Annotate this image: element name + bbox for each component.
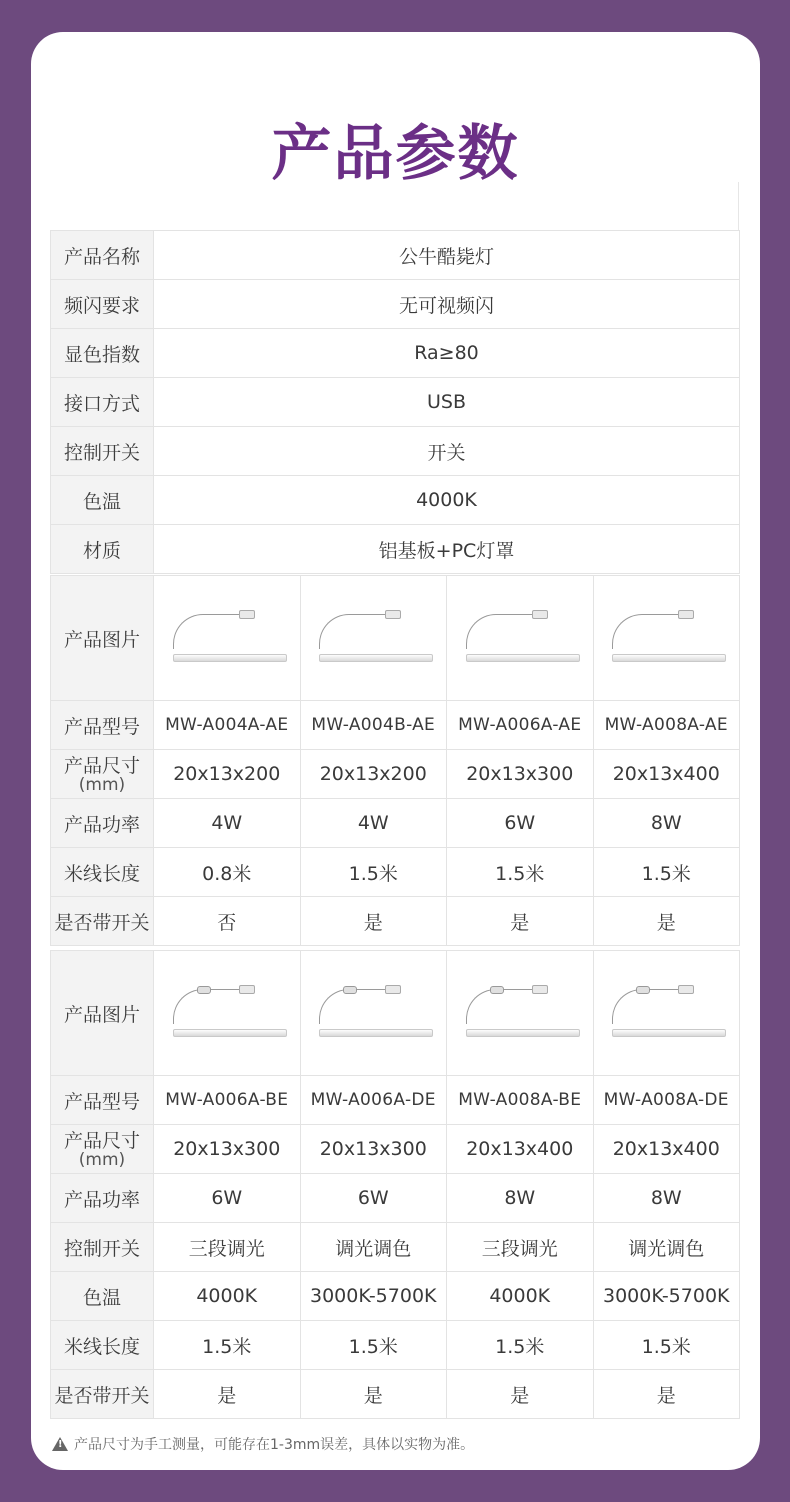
spec-label: 频闪要求 — [51, 280, 154, 329]
row-label: 产品功率 — [51, 1174, 154, 1223]
table-cell: 三段调光 — [447, 1223, 594, 1272]
product-image — [606, 983, 726, 1043]
image-row — [51, 576, 740, 701]
spec-value: 4000K — [154, 476, 740, 525]
table-row — [51, 799, 740, 848]
spec-label: 色温 — [51, 476, 154, 525]
table-row — [51, 701, 740, 750]
image-row-label: 产品图片 — [51, 576, 154, 701]
product-image — [313, 983, 433, 1043]
table-row — [51, 1174, 740, 1223]
spec-value: 公牛酷毙灯 — [154, 231, 740, 280]
table-cell: 4000K — [154, 1272, 301, 1321]
row-label: 产品型号 — [51, 1076, 154, 1125]
table-cell: 3000K-5700K — [300, 1272, 447, 1321]
model-table-1 — [50, 575, 740, 946]
table-cell: 20x13x200 — [154, 750, 301, 799]
product-image — [313, 608, 433, 668]
table-cell: 1.5米 — [447, 848, 594, 897]
spec-value: 铝基板+PC灯罩 — [154, 525, 740, 574]
row-label: 米线长度 — [51, 1321, 154, 1370]
product-image — [167, 608, 287, 668]
spec-value: Ra≥80 — [154, 329, 740, 378]
content-card — [31, 32, 760, 1470]
product-image — [460, 608, 580, 668]
table-cell: 1.5米 — [593, 1321, 740, 1370]
table-cell: 8W — [447, 1174, 594, 1223]
model-table-2 — [50, 950, 740, 1419]
row-label: 是否带开关 — [51, 1370, 154, 1419]
table-cell: 3000K-5700K — [593, 1272, 740, 1321]
table-cell: 是 — [300, 897, 447, 946]
table-row — [51, 1370, 740, 1419]
table-cell: MW-A006A-DE — [300, 1076, 447, 1125]
table-cell: 是 — [447, 1370, 594, 1419]
table-cell: 20x13x400 — [593, 750, 740, 799]
table-cell: 4W — [154, 799, 301, 848]
divider — [738, 182, 739, 230]
table-cell: 20x13x300 — [154, 1125, 301, 1174]
product-image-cell — [154, 951, 301, 1076]
spec-label: 控制开关 — [51, 427, 154, 476]
row-label — [51, 1125, 154, 1174]
spec-label: 显色指数 — [51, 329, 154, 378]
table-cell: MW-A006A-BE — [154, 1076, 301, 1125]
table-cell: 6W — [154, 1174, 301, 1223]
table-cell: 是 — [154, 1370, 301, 1419]
product-image-cell — [300, 576, 447, 701]
table-cell: 是 — [300, 1370, 447, 1419]
spec-row — [51, 280, 740, 329]
table-cell: 1.5米 — [300, 848, 447, 897]
product-image — [460, 983, 580, 1043]
spec-value: 开关 — [154, 427, 740, 476]
image-row-label: 产品图片 — [51, 951, 154, 1076]
row-label-unit: (mm) — [78, 774, 126, 795]
table-cell: 调光调色 — [593, 1223, 740, 1272]
spec-row — [51, 378, 740, 427]
row-label-text: 产品尺寸 — [63, 1129, 140, 1152]
table-cell: MW-A006A-AE — [447, 701, 594, 750]
product-image-cell — [593, 951, 740, 1076]
table-cell: 20x13x200 — [300, 750, 447, 799]
spec-row — [51, 525, 740, 574]
table-cell: 6W — [300, 1174, 447, 1223]
table-cell: 1.5米 — [447, 1321, 594, 1370]
table-row — [51, 1321, 740, 1370]
table-cell: 否 — [154, 897, 301, 946]
table-cell: MW-A004B-AE — [300, 701, 447, 750]
table-cell: 是 — [593, 897, 740, 946]
product-image-cell — [154, 576, 301, 701]
table-cell: 4W — [300, 799, 447, 848]
spec-label: 接口方式 — [51, 378, 154, 427]
table-cell: 20x13x300 — [300, 1125, 447, 1174]
spec-value: USB — [154, 378, 740, 427]
row-label: 是否带开关 — [51, 897, 154, 946]
spec-value: 无可视频闪 — [154, 280, 740, 329]
row-label: 米线长度 — [51, 848, 154, 897]
table-cell: MW-A008A-AE — [593, 701, 740, 750]
spec-label: 产品名称 — [51, 231, 154, 280]
table-cell: 调光调色 — [300, 1223, 447, 1272]
table-cell: MW-A008A-DE — [593, 1076, 740, 1125]
product-image-cell — [593, 576, 740, 701]
spec-row — [51, 476, 740, 525]
table-row — [51, 848, 740, 897]
product-image-cell — [300, 951, 447, 1076]
table-row — [51, 897, 740, 946]
warning-icon — [52, 1437, 68, 1451]
table-cell: 1.5米 — [154, 1321, 301, 1370]
table-cell: 4000K — [447, 1272, 594, 1321]
table-row — [51, 750, 740, 799]
table-cell: MW-A004A-AE — [154, 701, 301, 750]
row-label: 产品型号 — [51, 701, 154, 750]
table-cell: 20x13x300 — [447, 750, 594, 799]
product-image — [167, 983, 287, 1043]
product-image-cell — [447, 951, 594, 1076]
product-image — [606, 608, 726, 668]
spec-table — [50, 230, 740, 574]
table-cell: 0.8米 — [154, 848, 301, 897]
row-label: 产品功率 — [51, 799, 154, 848]
row-label — [51, 750, 154, 799]
table-cell: 是 — [593, 1370, 740, 1419]
table-cell: 1.5米 — [593, 848, 740, 897]
row-label-text: 产品尺寸 — [63, 754, 140, 777]
table-cell: 是 — [447, 897, 594, 946]
row-label-unit: (mm) — [78, 1149, 126, 1170]
table-row — [51, 1125, 740, 1174]
spec-row — [51, 231, 740, 280]
table-row — [51, 1076, 740, 1125]
spec-label: 材质 — [51, 525, 154, 574]
row-label: 控制开关 — [51, 1223, 154, 1272]
table-row — [51, 1272, 740, 1321]
table-cell: 1.5米 — [300, 1321, 447, 1370]
spec-row — [51, 329, 740, 378]
table-cell: 8W — [593, 799, 740, 848]
page-title: 产品参数 — [271, 119, 520, 189]
table-cell: 20x13x400 — [593, 1125, 740, 1174]
row-label: 色温 — [51, 1272, 154, 1321]
table-cell: 8W — [593, 1174, 740, 1223]
product-image-cell — [447, 576, 594, 701]
table-cell: 三段调光 — [154, 1223, 301, 1272]
image-row — [51, 951, 740, 1076]
table-row — [51, 1223, 740, 1272]
footnote — [52, 1434, 474, 1454]
table-cell: 20x13x400 — [447, 1125, 594, 1174]
table-cell: MW-A008A-BE — [447, 1076, 594, 1125]
footnote-text: 产品尺寸为手工测量，可能存在1-3mm误差，具体以实物为准。 — [74, 1437, 475, 1453]
spec-row — [51, 427, 740, 476]
table-cell: 6W — [447, 799, 594, 848]
